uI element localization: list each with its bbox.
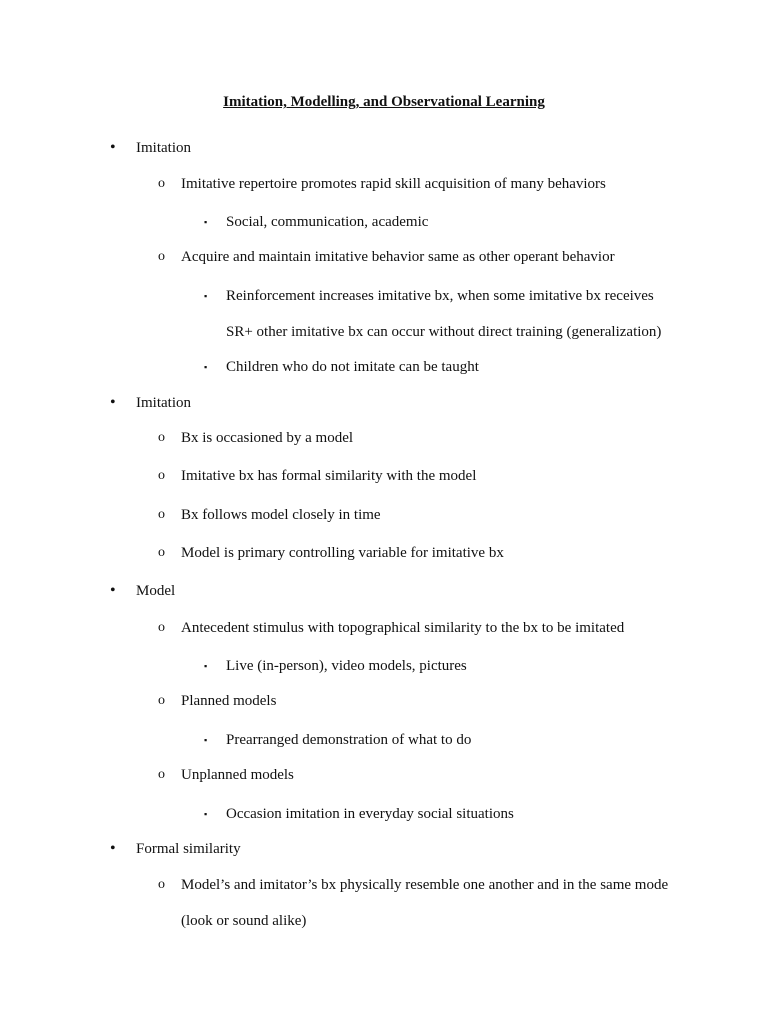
list-item-level-3: Social, communication, academic <box>226 214 429 230</box>
list-item-level-2: Unplanned models <box>181 767 294 783</box>
list-item-level-2: Imitative bx has formal similarity with the model <box>181 468 477 484</box>
bullet-dot-icon: • <box>110 840 116 857</box>
bullet-square-icon: ▪ <box>204 362 208 372</box>
bullet-circle-icon: o <box>158 468 165 483</box>
list-item-level-2: Planned models <box>181 693 277 709</box>
bullet-square-icon: ▪ <box>204 809 208 819</box>
list-item-continuation: SR+ other imitative bx can occur without direct training (generalization) <box>226 324 662 340</box>
list-item-level-3: Prearranged demonstration of what to do <box>226 732 472 748</box>
bullet-circle-icon: o <box>158 620 165 635</box>
bullet-square-icon: ▪ <box>204 291 208 301</box>
bullet-circle-icon: o <box>158 176 165 191</box>
list-item-level-1: Formal similarity <box>136 841 241 857</box>
bullet-square-icon: ▪ <box>204 217 208 227</box>
bullet-circle-icon: o <box>158 877 165 892</box>
list-item-level-2: Imitative repertoire promotes rapid skill acquisition of many behaviors <box>181 176 606 192</box>
list-item-level-2: Acquire and maintain imitative behavior same as other operant behavior <box>181 249 615 265</box>
list-item-level-3: Reinforcement increases imitative bx, when some imitative bx receives <box>226 288 654 304</box>
bullet-circle-icon: o <box>158 249 165 264</box>
list-item-level-2: Bx follows model closely in time <box>181 507 381 523</box>
bullet-circle-icon: o <box>158 767 165 782</box>
list-item-level-2: Bx is occasioned by a model <box>181 430 354 446</box>
list-item-level-1: Imitation <box>136 395 191 411</box>
bullet-dot-icon: • <box>110 139 116 156</box>
list-item-level-3: Occasion imitation in everyday social situations <box>226 806 514 822</box>
bullet-circle-icon: o <box>158 507 165 522</box>
document-title: Imitation, Modelling, and Observational Learning <box>223 94 545 110</box>
list-item-level-3: Children who do not imitate can be taught <box>226 359 479 375</box>
bullet-dot-icon: • <box>110 394 116 411</box>
list-item-level-1: Model <box>136 583 176 599</box>
list-item-level-3: Live (in-person), video models, pictures <box>226 658 467 674</box>
bullet-square-icon: ▪ <box>204 661 208 671</box>
list-item-level-1: Imitation <box>136 140 191 156</box>
bullet-circle-icon: o <box>158 693 165 708</box>
list-item-level-2: Antecedent stimulus with topographical similarity to the bx to be imitated <box>181 620 625 636</box>
list-item-level-2: Model is primary controlling variable for imitative bx <box>181 545 504 561</box>
bullet-circle-icon: o <box>158 545 165 560</box>
list-item-continuation: (look or sound alike) <box>181 913 307 929</box>
bullet-circle-icon: o <box>158 430 165 445</box>
bullet-square-icon: ▪ <box>204 735 208 745</box>
list-item-level-2: Model’s and imitator’s bx physically resemble one another and in the same mode <box>181 877 669 893</box>
bullet-dot-icon: • <box>110 582 116 599</box>
